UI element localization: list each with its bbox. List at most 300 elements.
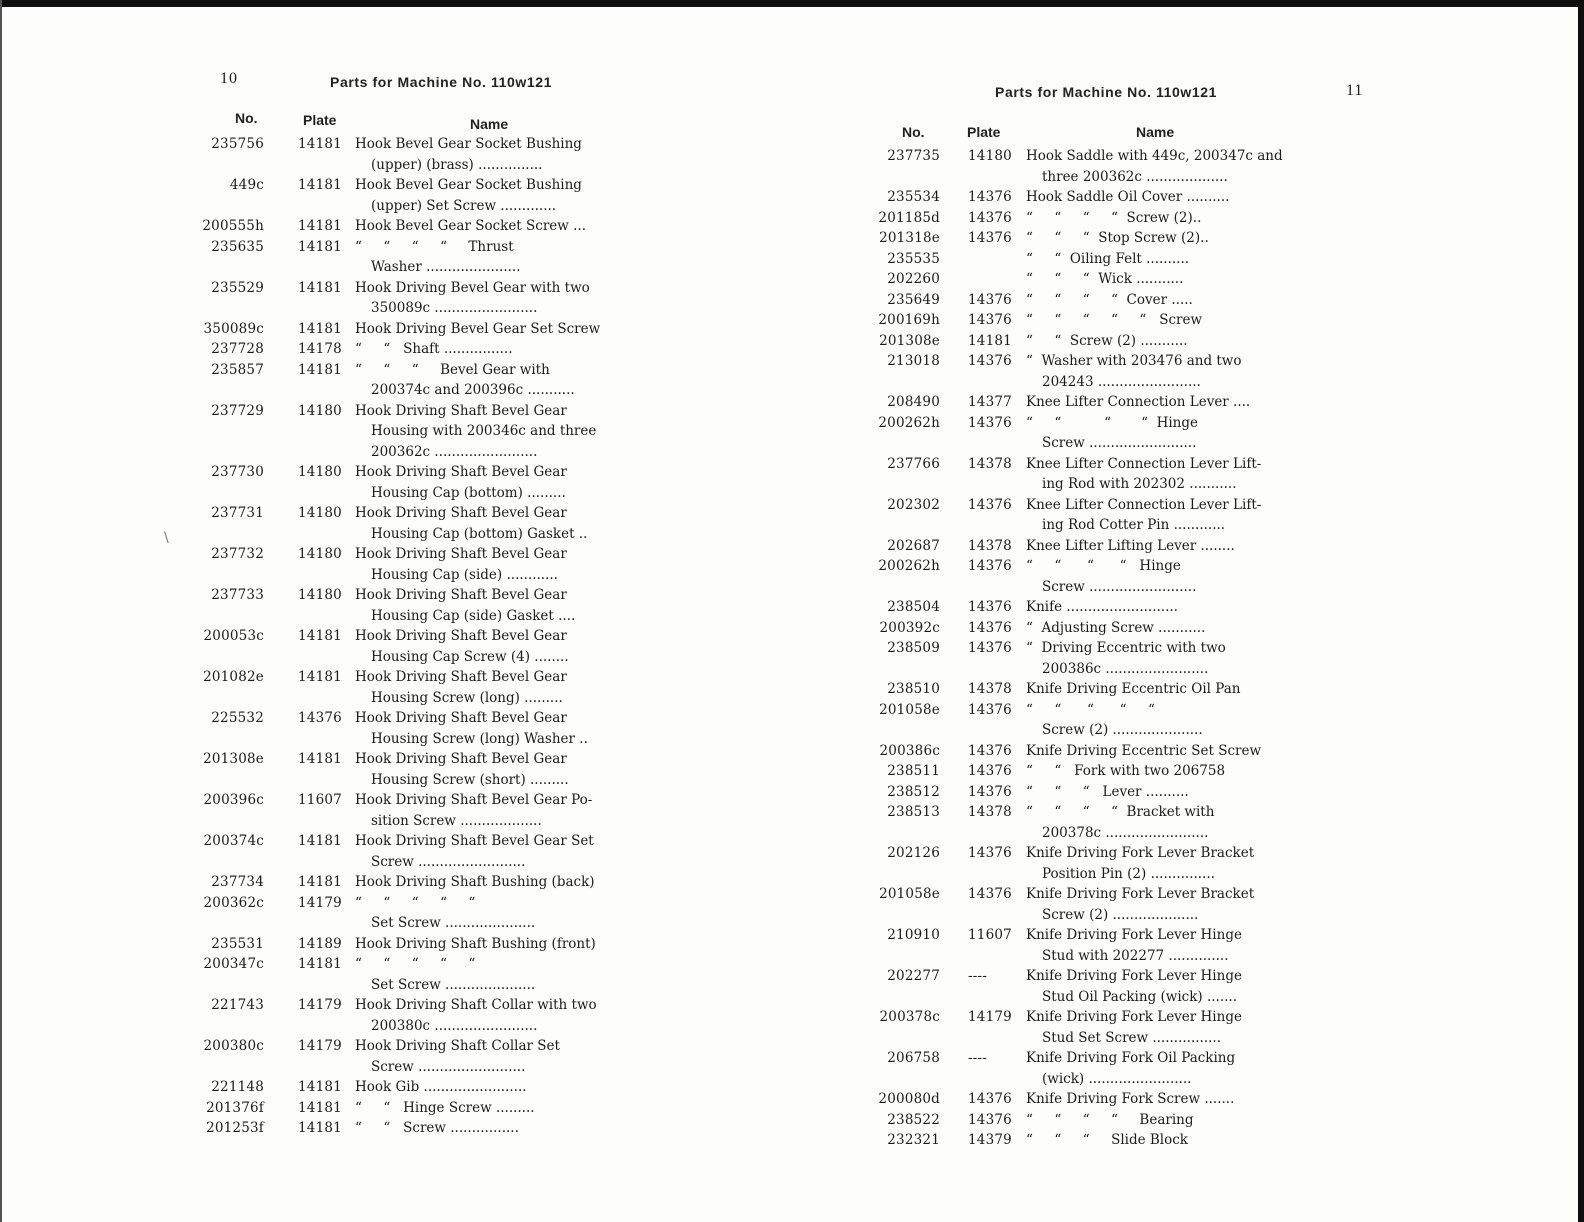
plate-number: 14181 [298, 136, 342, 152]
part-name-line: Hook Driving Shaft Bevel Gear Po- [355, 792, 593, 808]
part-name-line: Hook Driving Shaft Collar Set [355, 1038, 560, 1054]
table-row [876, 638, 1311, 679]
part-number: 237734 [211, 874, 264, 890]
table-row [200, 585, 645, 626]
part-name-continuation: 204243 ........................ [1042, 373, 1201, 390]
part-name-line: Knife Driving Fork Lever Hinge [1026, 927, 1242, 943]
part-name-line: Hook Driving Shaft Bevel Gear [355, 628, 567, 644]
part-number: 200380c [203, 1038, 264, 1054]
part-name-continuation: Housing Cap (bottom) Gasket .. [371, 525, 588, 542]
part-number: 200396c [203, 792, 264, 808]
part-name [355, 749, 645, 790]
part-name-line: “ “ “ “ Screw (2).. [1026, 209, 1202, 226]
plate-number: ---- [968, 1050, 988, 1066]
left-page [0, 0, 790, 1222]
table-row [876, 495, 1311, 536]
right-page [790, 0, 1584, 1222]
part-name-line: “ “ “ Bevel Gear with [355, 361, 550, 378]
part-name [1026, 638, 1311, 679]
table-row [200, 401, 645, 463]
part-name [355, 831, 645, 872]
column-header-name: Name [470, 116, 509, 132]
part-name-line: Knife Driving Fork Lever Hinge [1026, 1009, 1242, 1025]
table-row [200, 954, 645, 995]
plate-number: 14378 [968, 455, 1012, 472]
plate-number: 14376 [968, 558, 1012, 574]
column-header-no: No. [235, 110, 258, 126]
part-number: 238522 [887, 1111, 940, 1128]
part-name [1026, 187, 1311, 208]
part-name-line: “ “ “ “ Thrust [355, 238, 514, 255]
part-name-continuation: Housing Cap (side) ............ [371, 566, 558, 583]
table-row [200, 872, 645, 893]
part-name-line: Hook Driving Shaft Bushing (front) [355, 935, 596, 952]
plate-number: 14181 [298, 361, 342, 378]
plate-number: 14376 [968, 640, 1012, 656]
plate-number: 14181 [298, 628, 342, 644]
part-name-continuation: Housing with 200346c and three [371, 423, 597, 439]
part-name [355, 934, 645, 955]
plate-number: 14179 [298, 997, 342, 1013]
part-number: 202302 [887, 496, 940, 513]
part-name-line: “ “ “ “ Bearing [1026, 1111, 1194, 1128]
part-name [1026, 966, 1311, 1007]
part-name [1026, 556, 1311, 597]
plate-number: 14376 [968, 701, 1012, 718]
part-number: 237766 [887, 455, 940, 472]
part-name-continuation: Stud with 202277 .............. [1042, 947, 1229, 964]
part-name [355, 1098, 645, 1119]
part-name-continuation: Position Pin (2) ............... [1042, 865, 1215, 882]
part-number: 201318e [879, 230, 940, 246]
part-number: 237735 [887, 148, 940, 164]
part-name-line: “ “ Screw ................ [355, 1120, 519, 1136]
table-row [876, 679, 1311, 700]
part-number: 201376f [206, 1099, 264, 1116]
part-number: 449c [229, 177, 264, 193]
part-name [1026, 1110, 1311, 1131]
table-row [876, 556, 1311, 597]
part-name [1026, 249, 1311, 270]
part-name-line: Knife .......................... [1026, 599, 1178, 615]
part-number: 238512 [887, 783, 940, 800]
plate-number: 14178 [298, 341, 342, 357]
part-name-line: “ “ “ “ “ Screw [1026, 312, 1203, 328]
table-row [200, 749, 645, 790]
part-name-line: Hook Driving Shaft Bevel Gear [355, 402, 567, 419]
plate-number: 14376 [968, 414, 1012, 431]
table-row [200, 934, 645, 955]
column-header-no: No. [902, 124, 925, 140]
plate-number: 11607 [968, 927, 1012, 943]
part-number: 238509 [887, 640, 940, 656]
part-number: 201058e [879, 701, 940, 718]
table-row [876, 1089, 1311, 1110]
part-name-continuation: Screw ......................... [1042, 578, 1197, 595]
part-name-line: “ “ “ Stop Screw (2).. [1026, 230, 1209, 246]
plate-number: 14181 [298, 874, 342, 890]
part-number: 200347c [203, 956, 264, 972]
part-number: 201308e [879, 332, 940, 349]
part-number: 221148 [211, 1079, 264, 1095]
plate-number: 14378 [968, 681, 1012, 697]
part-name-line: Hook Driving Bevel Gear with two [355, 279, 590, 296]
part-name-continuation: Housing Cap Screw (4) ........ [371, 648, 569, 665]
part-name [1026, 843, 1311, 884]
table-row [876, 761, 1311, 782]
table-row [200, 544, 645, 585]
part-name [1026, 228, 1311, 249]
part-name-line: Hook Gib ........................ [355, 1079, 527, 1095]
part-name-line: “ “ “ Wick ........... [1026, 271, 1184, 287]
plate-number: 14378 [968, 804, 1012, 820]
plate-number: 14181 [298, 238, 342, 255]
table-row [200, 339, 645, 360]
part-name [355, 462, 645, 503]
part-name-line: Hook Driving Bevel Gear Set Screw [355, 320, 601, 337]
part-number: 202687 [887, 537, 940, 554]
part-number: 200374c [203, 833, 264, 849]
part-name-continuation: 350089c ........................ [371, 300, 538, 316]
part-number: 232321 [887, 1132, 940, 1148]
plate-number: 14179 [968, 1009, 1012, 1025]
table-row [200, 278, 645, 319]
plate-number: ---- [968, 968, 988, 984]
part-number: 237729 [211, 402, 264, 419]
part-name-line: Hook Bevel Gear Socket Screw ... [355, 218, 586, 234]
plate-number: 14376 [968, 742, 1012, 759]
part-name-line: “ “ “ “ Bracket with [1026, 804, 1215, 820]
plate-number: 14180 [298, 505, 342, 521]
parts-list [876, 146, 1311, 1151]
table-row [876, 187, 1311, 208]
part-number: 237732 [211, 546, 264, 562]
table-row [200, 1077, 645, 1098]
table-row [200, 360, 645, 401]
plate-number: 14376 [968, 353, 1012, 369]
part-name-line: “ “ Screw (2) ........... [1026, 332, 1188, 349]
plate-number: 14179 [298, 894, 342, 911]
table-row [876, 884, 1311, 925]
part-name [355, 237, 645, 278]
part-number: 237733 [211, 587, 264, 603]
plate-number: 14376 [968, 291, 1012, 308]
part-name [355, 319, 645, 340]
table-row [876, 536, 1311, 557]
part-name-line: “ “ “ “ “ [355, 956, 476, 972]
table-row [876, 454, 1311, 495]
table-row [876, 741, 1311, 762]
part-name-line: “ Washer with 203476 and two [1026, 353, 1242, 369]
part-number: 200386c [879, 742, 940, 759]
table-row [876, 782, 1311, 803]
part-number: 225532 [211, 710, 264, 726]
table-row [876, 1048, 1311, 1089]
part-number: 238510 [887, 681, 940, 697]
plate-number: 14379 [968, 1132, 1012, 1148]
part-number: 237730 [211, 464, 264, 480]
table-row [876, 146, 1311, 187]
table-row [200, 462, 645, 503]
plate-number: 14180 [298, 587, 342, 603]
part-name-line: “ “ “ “ Hinge [1026, 558, 1181, 574]
table-row [200, 319, 645, 340]
part-name-line: Knee Lifter Lifting Lever ........ [1026, 537, 1235, 554]
part-name-line: Knife Driving Fork Oil Packing [1026, 1050, 1236, 1066]
table-row [876, 249, 1311, 270]
part-name-continuation: three 200362c ................... [1042, 168, 1228, 185]
part-name-line: “ “ “ “ “ [355, 894, 476, 911]
part-name-continuation: Screw ......................... [371, 853, 526, 870]
part-name [1026, 1007, 1311, 1048]
table-row [876, 351, 1311, 392]
part-name [1026, 146, 1311, 187]
part-name-continuation: Housing Cap (bottom) ......... [371, 484, 566, 501]
table-row [876, 700, 1311, 741]
part-number: 202277 [887, 968, 940, 984]
part-name-line: Knife Driving Eccentric Set Screw [1026, 742, 1262, 759]
part-name [355, 216, 645, 237]
part-name-line: “ “ “ Slide Block [1026, 1132, 1188, 1148]
table-row [876, 228, 1311, 249]
part-name-continuation: 200374c and 200396c ........... [371, 382, 575, 398]
part-number: 235649 [887, 291, 940, 308]
part-name [355, 1118, 645, 1139]
part-name-line: Hook Driving Shaft Bevel Gear [355, 464, 567, 480]
plate-number: 14180 [298, 546, 342, 562]
column-header-plate: Plate [303, 112, 337, 128]
table-row [876, 269, 1311, 290]
part-name [355, 339, 645, 360]
part-name-continuation: Housing Screw (long) Washer .. [371, 730, 588, 747]
part-name-line: Knee Lifter Connection Lever .... [1026, 394, 1251, 410]
table-row [200, 1098, 645, 1119]
part-name-line: “ “ Hinge Screw ......... [355, 1099, 535, 1116]
part-name [355, 872, 645, 893]
page-title: Parts for Machine No. 110w121 [995, 84, 1218, 100]
part-name-line: Hook Driving Shaft Collar with two [355, 997, 597, 1013]
part-name [1026, 700, 1311, 741]
part-name-continuation: Washer ...................... [371, 259, 521, 275]
plate-number: 14181 [298, 279, 342, 296]
part-number: 200392c [879, 619, 940, 636]
part-name [1026, 597, 1311, 618]
table-row [876, 843, 1311, 884]
part-number: 235534 [887, 189, 940, 205]
part-name-continuation: 200386c ........................ [1042, 660, 1209, 677]
part-name-line: “ “ Shaft ................ [355, 341, 513, 357]
part-name-continuation: Housing Screw (short) ......... [371, 771, 569, 788]
part-name-continuation: Screw (2) ..................... [1042, 722, 1203, 738]
part-name [355, 503, 645, 544]
plate-number: 14181 [298, 218, 342, 234]
table-row [200, 216, 645, 237]
plate-number: 14181 [298, 833, 342, 849]
plate-number: 14376 [968, 230, 1012, 246]
part-number: 235857 [211, 361, 264, 378]
part-name-line: Hook Driving Shaft Bevel Gear [355, 710, 567, 726]
part-name-continuation: ing Rod with 202302 ........... [1042, 476, 1237, 492]
part-name-continuation: 200378c ........................ [1042, 824, 1209, 841]
plate-number: 14181 [298, 1120, 342, 1136]
part-name-continuation: ing Rod Cotter Pin ............ [1042, 517, 1226, 533]
part-number: 350089c [203, 320, 264, 337]
plate-number: 14376 [968, 1091, 1012, 1107]
part-name-continuation: Screw ......................... [371, 1058, 526, 1075]
plate-number: 14376 [968, 599, 1012, 615]
part-name-line: “ “ “ Lever .......... [1026, 783, 1189, 800]
table-row [876, 618, 1311, 639]
part-name [355, 893, 645, 934]
part-number: 201058e [879, 886, 940, 902]
part-name-line: Hook Driving Shaft Bevel Gear Set [355, 833, 594, 849]
part-name [1026, 761, 1311, 782]
part-name [1026, 782, 1311, 803]
part-name-line: Knife Driving Fork Screw ....... [1026, 1091, 1235, 1107]
table-row [200, 708, 645, 749]
plate-number: 11607 [298, 792, 342, 808]
column-header-name: Name [1136, 124, 1175, 140]
part-name [1026, 310, 1311, 331]
plate-number: 14376 [968, 783, 1012, 800]
part-name-continuation: (upper) (brass) ............... [371, 156, 543, 173]
table-row [200, 893, 645, 934]
part-name [355, 585, 645, 626]
part-name-line: Hook Saddle Oil Cover .......... [1026, 189, 1230, 205]
table-row [200, 626, 645, 667]
table-row [876, 413, 1311, 454]
part-name-continuation: 200380c ........................ [371, 1017, 538, 1034]
part-name [355, 401, 645, 463]
plate-number: 14376 [968, 763, 1012, 779]
table-row [200, 1036, 645, 1077]
table-row [200, 237, 645, 278]
plate-number: 14181 [968, 332, 1012, 349]
plate-number: 14376 [968, 209, 1012, 226]
part-name-continuation: (wick) ........................ [1042, 1070, 1192, 1087]
plate-number: 14376 [968, 886, 1012, 902]
part-number: 200555h [202, 218, 264, 234]
part-name [355, 1077, 645, 1098]
part-number: 235535 [887, 250, 940, 267]
page-number: 11 [1346, 82, 1364, 99]
part-name-line: Hook Driving Shaft Bevel Gear [355, 505, 567, 521]
plate-number: 14376 [968, 189, 1012, 205]
plate-number: 14376 [968, 845, 1012, 861]
part-name-continuation: Housing Cap (side) Gasket .... [371, 607, 576, 624]
part-number: 201185d [878, 209, 940, 226]
table-row [876, 290, 1311, 311]
table-row [200, 667, 645, 708]
part-name-line: “ “ “ “ Hinge [1026, 414, 1199, 431]
part-name-line: Knife Driving Fork Lever Bracket [1026, 886, 1255, 902]
table-row [200, 1118, 645, 1139]
table-row [876, 1007, 1311, 1048]
part-number: 200362c [203, 894, 264, 911]
table-row [200, 790, 645, 831]
scan-speck: \ [164, 530, 169, 546]
part-name [1026, 351, 1311, 392]
part-name-continuation: Housing Screw (long) ......... [371, 689, 563, 706]
table-row [876, 597, 1311, 618]
part-number: 201308e [203, 751, 264, 767]
column-header-plate: Plate [967, 124, 1001, 140]
part-number: 202126 [887, 845, 940, 861]
part-number: 210910 [887, 927, 940, 943]
part-name [1026, 1048, 1311, 1089]
table-row [876, 208, 1311, 229]
part-name [1026, 208, 1311, 229]
part-name-line: “ “ Oiling Felt .......... [1026, 250, 1190, 267]
part-name [1026, 802, 1311, 843]
plate-number: 14181 [298, 669, 342, 685]
table-row [876, 1130, 1311, 1151]
part-name-line: Hook Bevel Gear Socket Bushing [355, 136, 582, 152]
part-number: 206758 [887, 1050, 940, 1066]
part-number: 202260 [887, 271, 940, 287]
part-name [355, 1036, 645, 1077]
part-name-line: Knee Lifter Connection Lever Lift- [1026, 455, 1262, 472]
table-row [200, 831, 645, 872]
plate-number: 14180 [298, 402, 342, 419]
part-name [355, 954, 645, 995]
part-name [355, 360, 645, 401]
part-name [355, 278, 645, 319]
part-name-line: Hook Saddle with 449c, 200347c and [1026, 148, 1283, 164]
part-number: 200262h [878, 414, 940, 431]
parts-list [200, 134, 645, 1139]
table-row [876, 802, 1311, 843]
part-name [1026, 884, 1311, 925]
part-number: 235531 [211, 935, 264, 952]
part-number: 200262h [878, 558, 940, 574]
plate-number: 14180 [968, 148, 1012, 164]
part-name [355, 544, 645, 585]
part-name-line: “ “ Fork with two 206758 [1026, 763, 1226, 779]
part-name [1026, 454, 1311, 495]
plate-number: 14376 [968, 619, 1012, 636]
plate-number: 14181 [298, 1099, 342, 1116]
table-row [876, 331, 1311, 352]
plate-number: 14181 [298, 320, 342, 337]
part-number: 201253f [206, 1120, 264, 1136]
part-name-line: “ “ “ “ “ [1026, 701, 1155, 718]
part-number: 238504 [887, 599, 940, 615]
part-name-continuation: Stud Oil Packing (wick) ....... [1042, 988, 1237, 1005]
part-name [1026, 269, 1311, 290]
part-name-line: “ Driving Eccentric with two [1026, 640, 1226, 656]
part-name-line: Hook Bevel Gear Socket Bushing [355, 177, 582, 193]
plate-number: 14377 [968, 394, 1012, 410]
plate-number: 14189 [298, 935, 342, 952]
table-row [200, 134, 645, 175]
plate-number: 14376 [968, 496, 1012, 513]
part-number: 200053c [203, 628, 264, 644]
part-name [1026, 331, 1311, 352]
table-row [876, 966, 1311, 1007]
page-title: Parts for Machine No. 110w121 [330, 74, 553, 90]
part-name [355, 175, 645, 216]
plate-number: 14179 [298, 1038, 342, 1054]
part-number: 235756 [211, 136, 264, 152]
part-name [355, 995, 645, 1036]
part-number: 201082e [203, 669, 264, 685]
part-name-continuation: Set Screw ..................... [371, 915, 536, 931]
part-name-line: Hook Driving Shaft Bevel Gear [355, 751, 567, 767]
part-name-continuation: Set Screw ..................... [371, 976, 536, 993]
part-name-line: “ Adjusting Screw ........... [1026, 619, 1206, 636]
plate-number: 14376 [968, 1111, 1012, 1128]
